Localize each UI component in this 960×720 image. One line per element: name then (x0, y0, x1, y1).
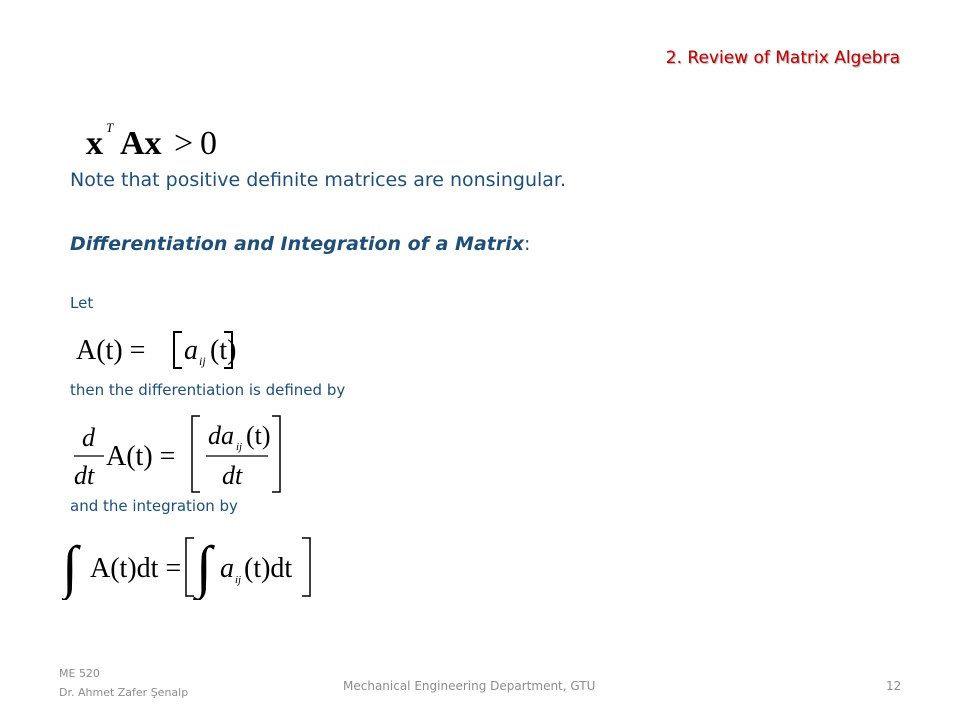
eq4-lhs: A(t)dt = (90, 553, 182, 584)
footer-course-info (59, 664, 188, 702)
eq4-integral: ∫ (62, 534, 78, 599)
eq3-den: dt (222, 461, 243, 490)
eq3-dt: dt (74, 461, 95, 490)
eq3-num-ij: ij (236, 441, 243, 453)
eq2-left-bracket (174, 332, 182, 368)
eq1-x: x (86, 125, 103, 162)
eq1-transpose: T (106, 120, 114, 135)
section-heading-text: Differentiation and Integration of a Matrix (70, 233, 525, 255)
eq1-ax: Ax (120, 125, 162, 162)
eq3-num-da: da (208, 421, 234, 450)
eq2-a: a (184, 335, 198, 366)
footer-author: Dr. Ahmet Zafer Şenalp (59, 686, 189, 699)
eq4-rest: (t)dt (244, 553, 293, 584)
integration-equation (62, 530, 322, 600)
differentiation-equation (72, 412, 292, 496)
page-number: 12 (886, 679, 902, 693)
section-title: 2. Review of Matrix Algebra (665, 48, 900, 68)
note-text: Note that positive definite matrices are nonsingular. (70, 169, 567, 191)
then-text: then the differentiation is defined by (70, 381, 346, 399)
eq4-integral-inner: ∫ (196, 534, 212, 599)
eq3-right-bracket (272, 416, 280, 492)
eq2-t: (t) (210, 335, 237, 366)
eq2-ij: ij (199, 354, 206, 368)
eq4-a: a (220, 553, 234, 584)
eq3-A: A(t) = (106, 441, 176, 472)
eq3-d: d (82, 423, 95, 452)
eq1-gt: > (174, 125, 194, 162)
eq4-right-bracket (302, 538, 310, 596)
quadratic-form-equation (80, 112, 240, 162)
eq2-lhs: A(t) = (76, 335, 146, 366)
footer-course: ME 520 (59, 667, 100, 680)
and-integration-text: and the integration by (70, 497, 238, 515)
matrix-definition-equation (72, 324, 242, 374)
eq3-num-t: (t) (246, 421, 271, 450)
section-heading-colon: : (524, 233, 531, 255)
let-text: Let (70, 294, 94, 312)
eq4-left-bracket (186, 538, 194, 596)
footer-department: Mechanical Engineering Department, GTU (343, 679, 596, 693)
eq3-left-bracket (192, 416, 200, 492)
eq4-ij: ij (235, 574, 242, 586)
eq1-zero: 0 (200, 125, 217, 162)
section-heading (70, 233, 530, 255)
